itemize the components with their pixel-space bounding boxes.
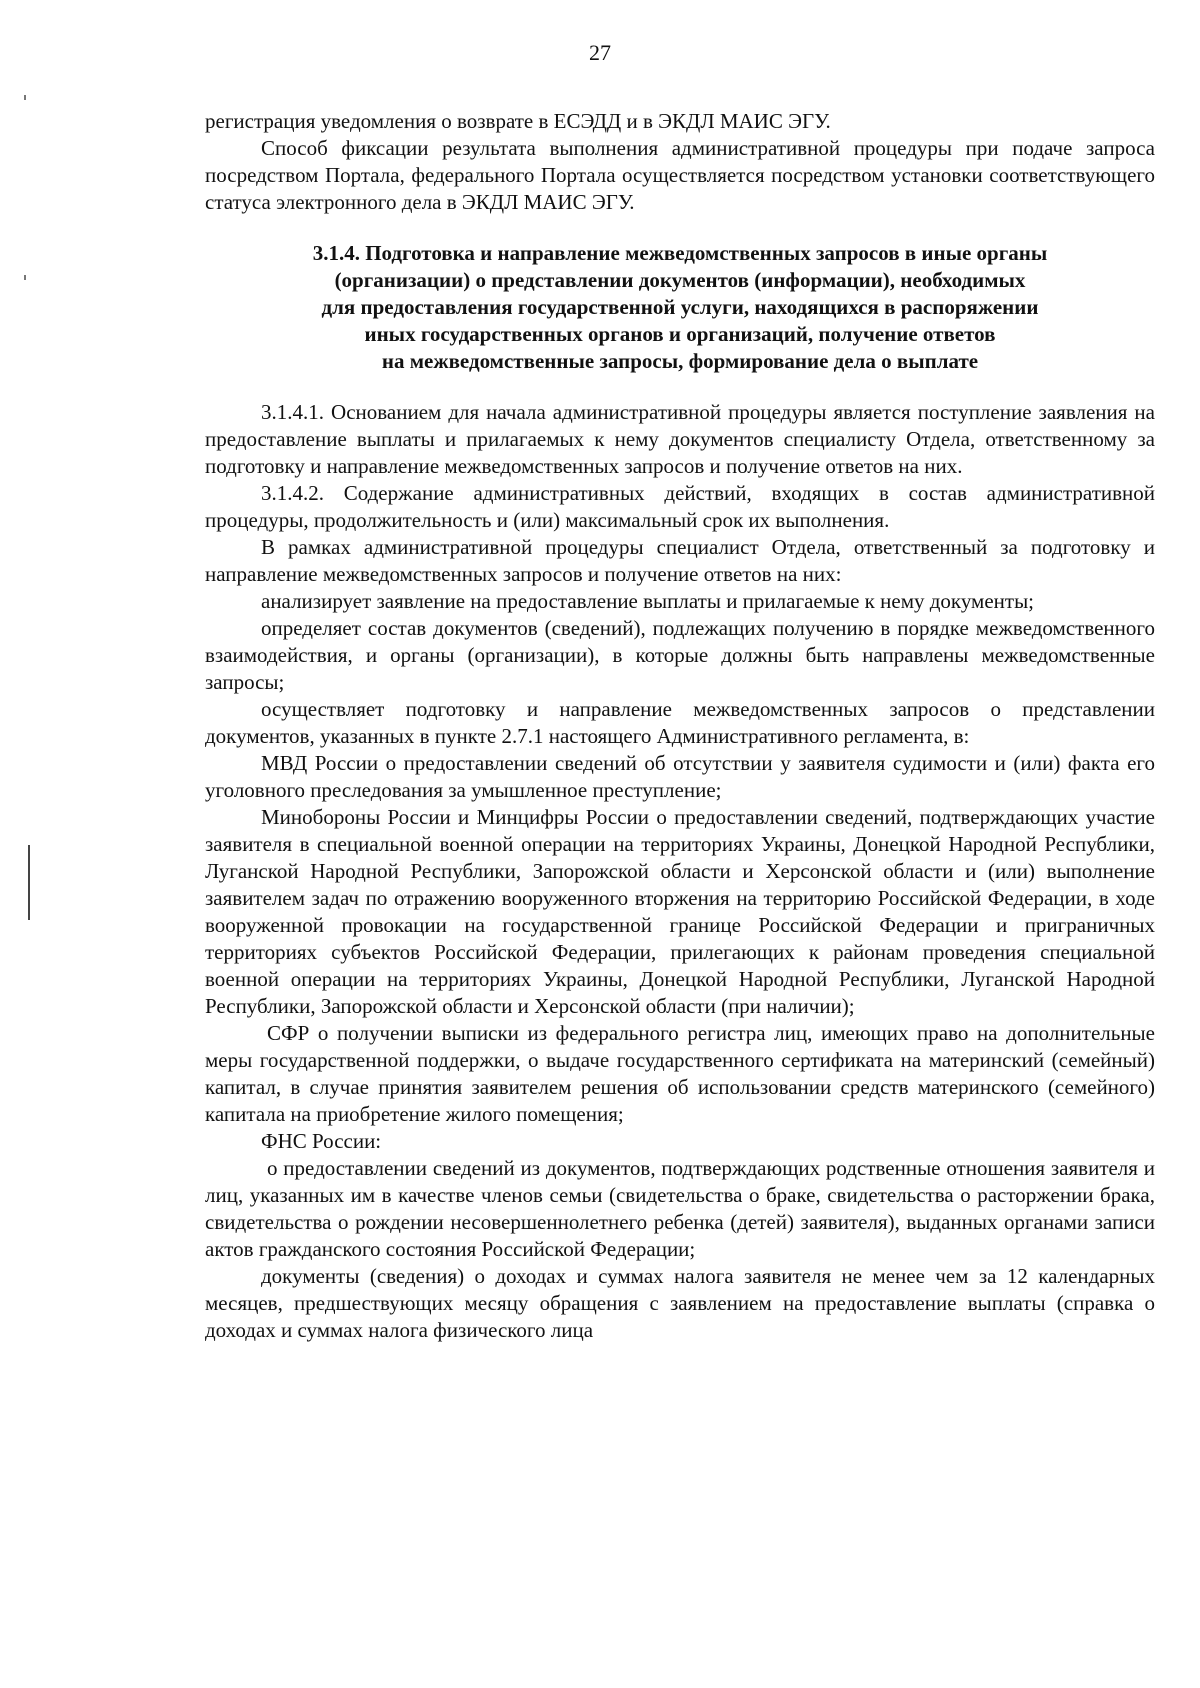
paragraph: МВД России о предоставлении сведений об отсутствии у заявителя судимости и (или) факта его уголовного преследования за умышленное преступление; xyxy=(205,751,1155,802)
paragraph: ФНС России: xyxy=(261,1129,382,1153)
paragraph: о предоставлении сведений из документов, подтверждающих родственные отношения заявителя и лиц, указанных им в качестве членов семьи (свидетельства о браке, свидетельства о расторжении брака, свидетельства о рождении несовершеннолетнего ребенка (детей) заявителя), выданных органами записи актов гражданского состояния Российской Федерации; xyxy=(205,1156,1155,1261)
paragraph: определяет состав документов (сведений), подлежащих получению в порядке межведомственного взаимодействия, и органы (организации), в которые должны быть направлены межведомственные запросы; xyxy=(205,616,1155,694)
paragraph: документы (сведения) о доходах и суммах налога заявителя не менее чем за 12 календарных месяцев, предшествующих месяцу обращения с заявлением на предоставление выплаты (справка о доходах и суммах налога физического лица xyxy=(205,1264,1155,1342)
section-title-line: на межведомственные запросы, формирование дела о выплате xyxy=(381,349,979,373)
section-title-line: 3.1.4. Подготовка и направление межведомственных запросов в иные органы xyxy=(312,241,1048,265)
paragraph: Способ фиксации результата выполнения административной процедуры при подаче запроса посредством Портала, федерального Портала осуществляется посредством установки соответствующего статуса электронного дела в ЭКДЛ МАИС ЭГУ. xyxy=(205,136,1155,214)
section-title-line: для предоставления государственной услуги, находящихся в распоряжении xyxy=(321,295,1039,319)
scan-artifact xyxy=(24,95,26,100)
paragraph: анализирует заявление на предоставление выплаты и прилагаемые к нему документы; xyxy=(261,589,1035,613)
margin-line xyxy=(28,845,30,920)
section-title xyxy=(205,240,1155,375)
paragraph: 3.1.4.2. Содержание административных действий, входящих в состав административной процедуры, продолжительность и (или) максимальный срок их выполнения. xyxy=(205,481,1155,532)
page-number: 27 xyxy=(589,40,611,65)
paragraph: осуществляет подготовку и направление межведомственных запросов о представлении документов, указанных в пункте 2.7.1 настоящего Административного регламента, в: xyxy=(205,697,1155,748)
section-title-line: иных государственных органов и организаций, получение ответов xyxy=(364,322,996,346)
paragraph: В рамках административной процедуры специалист Отдела, ответственный за подготовку и направление межведомственных запросов и получение ответов на них: xyxy=(205,535,1155,586)
section-title-line: (организации) о представлении документов (информации), необходимых xyxy=(334,268,1026,292)
paragraph: 3.1.4.1. Основанием для начала административной процедуры является поступление заявления на предоставление выплаты и прилагаемых к нему документов специалисту Отдела, ответственному за подготовку и направление межведомственных запросов и получение ответов на них. xyxy=(205,400,1155,478)
paragraph: Минобороны России и Минцифры России о предоставлении сведений, подтверждающих участие заявителя в специальной военной операции на территориях Украины, Донецкой Народной Республики, Луганской Народной Республики, Запорожской области и Херсонской области и (или) выполнение заявителем задач по отражению вооруженного вторжения на территорию Российской Федерации, в ходе вооруженной провокации на государственной границе Российской Федерации и приграничных территориях субъектов Российской Федерации, прилегающих к районам проведения специальной военной операции на территориях Украины, Донецкой Народной Республики, Луганской Народной Республики, Запорожской области и Херсонской области (при наличии); xyxy=(205,805,1155,1018)
paragraph: регистрация уведомления о возврате в ЕСЭДД и в ЭКДЛ МАИС ЭГУ. xyxy=(205,109,831,133)
document-body xyxy=(205,108,1155,1344)
paragraph: СФР о получении выписки из федерального регистра лиц, имеющих право на дополнительные меры государственной поддержки, о выдаче государственного сертификата на материнский (семейный) капитал, в случае принятия заявителем решения об использовании средств материнского (семейного) капитала на приобретение жилого помещения; xyxy=(205,1021,1155,1126)
scan-artifact xyxy=(24,275,26,280)
